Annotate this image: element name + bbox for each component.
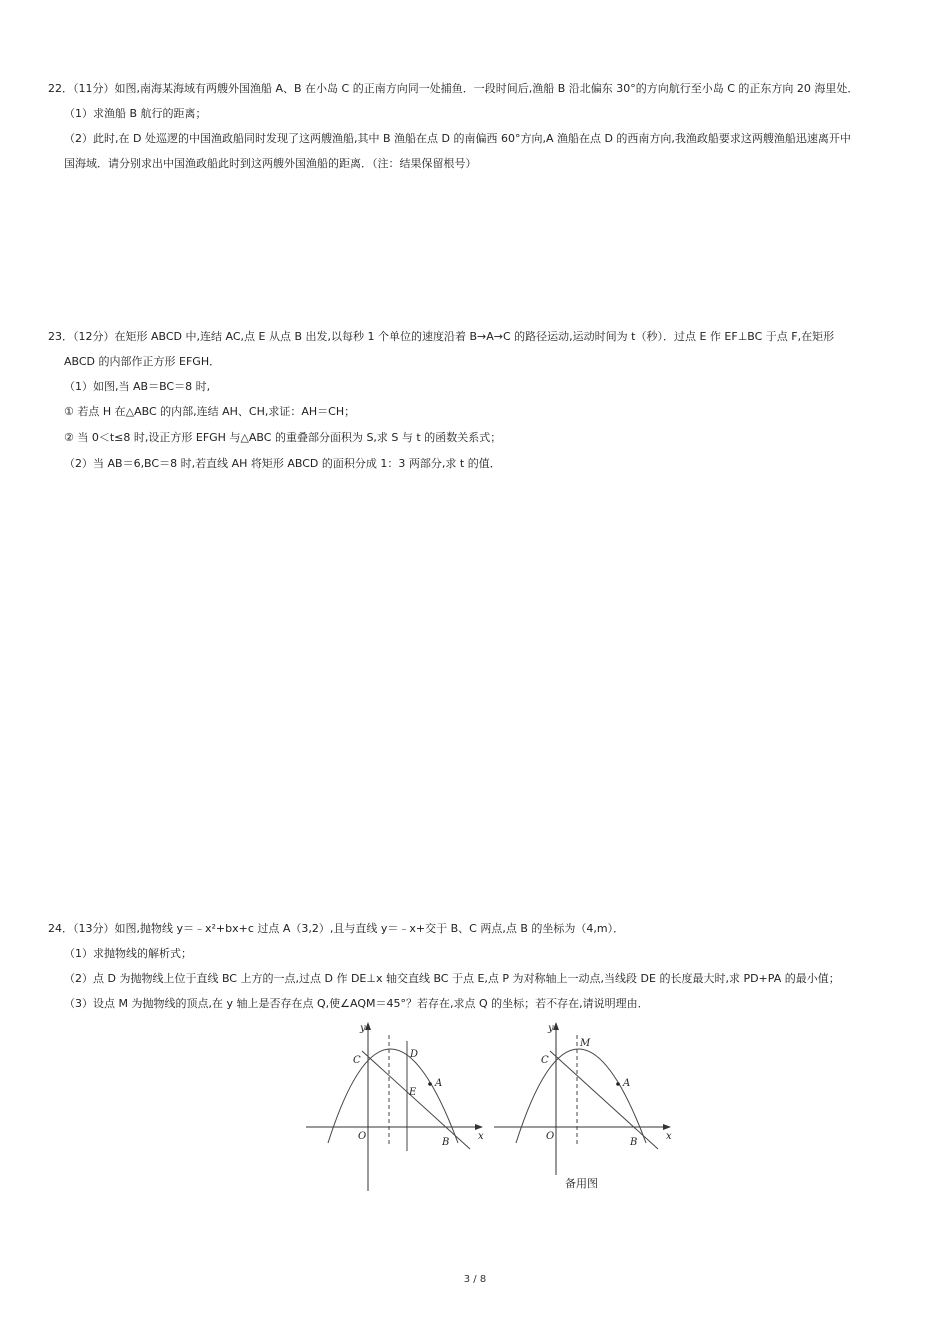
q22-line-4: 国海域．请分别求出中国渔政船此时到这两艘外国渔船的距离．（注：结果保留根号） bbox=[64, 157, 477, 170]
right-label-a: A bbox=[623, 1078, 631, 1089]
left-label-o: O bbox=[358, 1131, 367, 1142]
left-label-c: C bbox=[353, 1055, 361, 1066]
right-label-m: M bbox=[580, 1038, 591, 1049]
left-line-bc bbox=[362, 1051, 470, 1149]
left-point-a bbox=[428, 1082, 432, 1086]
right-point-a bbox=[616, 1082, 620, 1086]
q24-line-4: （3）设点 M 为抛物线的顶点,在 y 轴上是否存在点 Q,使∠AQM＝45°？若存在,求点 Q 的坐标；若不存在,请说明理由． bbox=[64, 997, 649, 1010]
q22-line-1: 22．（11分）如图,南海某海域有两艘外国渔船 A、B 在小岛 C 的正南方向同一处捕鱼．一段时间后,渔船 B 沿北偏东 30°的方向航行至小岛 C 的正东方向 20 海里处． bbox=[48, 82, 859, 95]
left-label-e: E bbox=[409, 1087, 417, 1098]
q22-line-2: （1）求渔船 B 航行的距离； bbox=[64, 107, 207, 120]
left-label-d: D bbox=[410, 1049, 419, 1060]
page-number: 3 / 8 bbox=[463, 1274, 487, 1285]
q24-figures bbox=[300, 1015, 680, 1200]
right-label-y: y bbox=[548, 1023, 554, 1034]
q24-line-1: 24．（13分）如图,抛物线 y＝﹣x²+bx+c 过点 A（3,2）,且与直线 y＝﹣x+交于 B、C 两点,点 B 的坐标为（4,m）． bbox=[48, 922, 625, 935]
right-line-bc bbox=[550, 1051, 658, 1149]
left-label-a: A bbox=[435, 1078, 443, 1089]
figure-caption: 备用图 bbox=[565, 1177, 598, 1190]
right-label-c: C bbox=[541, 1055, 549, 1066]
right-label-b: B bbox=[630, 1137, 638, 1148]
left-label-x: x bbox=[478, 1131, 484, 1142]
right-label-x: x bbox=[666, 1131, 672, 1142]
q23-line-5: ② 当 0＜t≤8 时,设正方形 EFGH 与△ABC 的重叠部分面积为 S,求 S 与 t 的函数关系式； bbox=[64, 431, 502, 444]
q23-line-2: ABCD 的内部作正方形 EFGH． bbox=[64, 355, 221, 368]
left-label-y: y bbox=[360, 1023, 366, 1034]
q23-line-6: （2）当 AB＝6,BC＝8 时,若直线 AH 将矩形 ABCD 的面积分成 1：3 两部分,求 t 的值． bbox=[64, 457, 501, 470]
right-figure bbox=[494, 1023, 672, 1175]
right-label-o: O bbox=[546, 1131, 555, 1142]
left-parabola bbox=[328, 1049, 458, 1143]
q24-line-3: （2）点 D 为抛物线上位于直线 BC 上方的一点,过点 D 作 DE⊥x 轴交直线 BC 于点 E,点 P 为对称轴上一动点,当线段 DE 的长度最大时,求 PD+PA 的最小值； bbox=[64, 972, 840, 985]
left-figure bbox=[306, 1023, 484, 1191]
q23-line-3: （1）如图,当 AB＝BC＝8 时, bbox=[64, 380, 211, 393]
q23-line-4: ① 若点 H 在△ABC 的内部,连结 AH、CH,求证：AH＝CH； bbox=[64, 405, 356, 418]
q22-line-3: （2）此时,在 D 处巡逻的中国渔政船同时发现了这两艘渔船,其中 B 渔船在点 D 的南偏西 60°方向,A 渔船在点 D 的西南方向,我渔政船要求这两艘渔船迅速离开中 bbox=[64, 132, 851, 145]
q24-line-2: （1）求抛物线的解析式； bbox=[64, 947, 192, 960]
q23-line-1: 23．（12分）在矩形 ABCD 中,连结 AC,点 E 从点 B 出发,以每秒 1 个单位的速度沿着 B→A→C 的路径运动,运动时间为 t（秒）．过点 E 作 EF⊥BC 于点 F,在矩形 bbox=[48, 330, 835, 343]
right-parabola bbox=[516, 1049, 646, 1143]
left-label-b: B bbox=[442, 1137, 450, 1148]
